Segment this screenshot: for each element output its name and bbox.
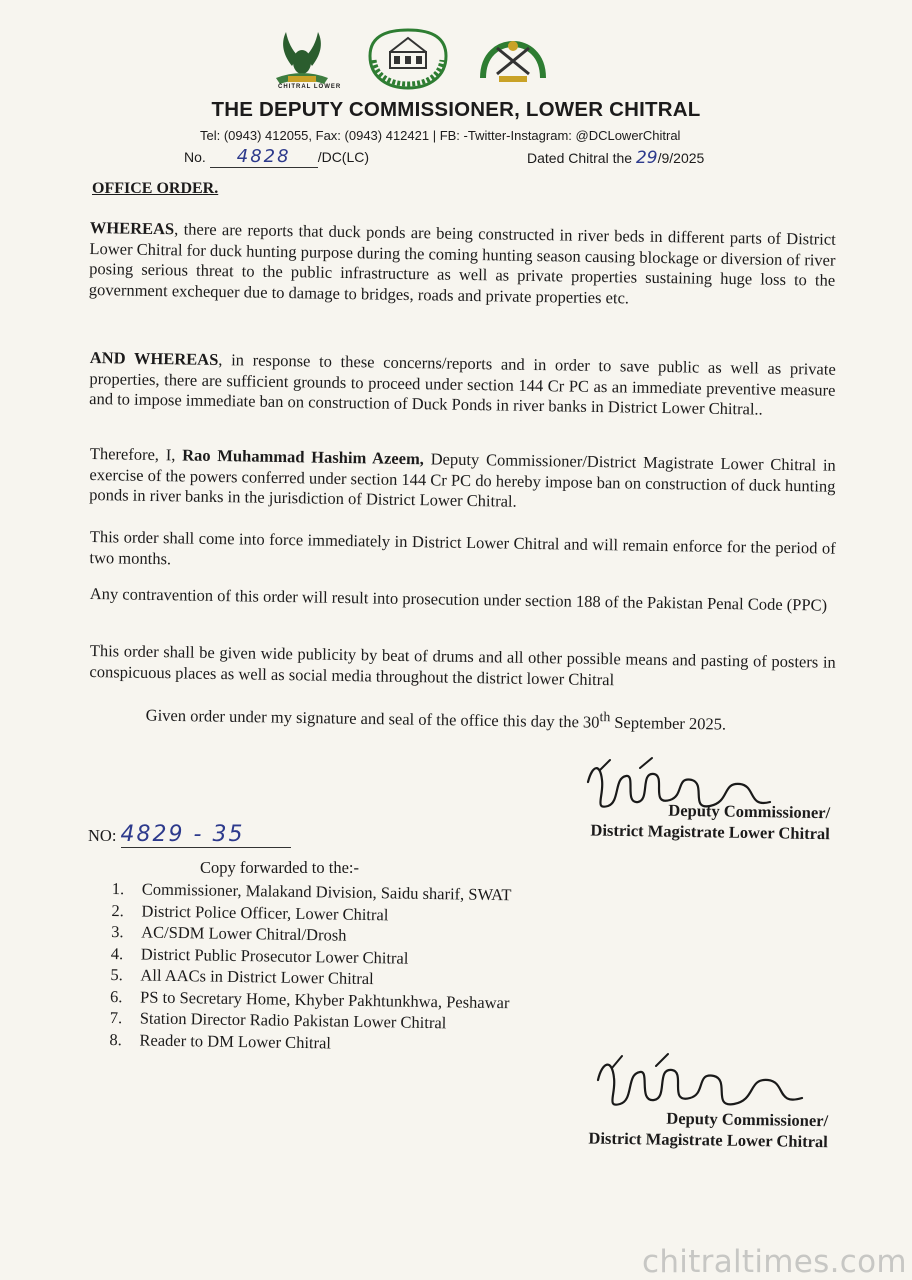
markhor-emblem-icon — [262, 26, 342, 92]
and-whereas-text: , in response to these concerns/reports and in order to save public as well as private properties, there are sufficient grounds to proceed under section 144 Cr PC as an immediate preventive measure and to impose immediate ban on construction of Duck Ponds in river banks in District Lower Chitral.. — [89, 350, 836, 419]
copy-forwarded-heading: Copy forwarded to the:- — [200, 858, 359, 877]
recipient-text: District Police Officer, Lower Chitral — [141, 900, 389, 924]
recipient-text: Reader to DM Lower Chitral — [139, 1029, 332, 1052]
recipient-text: Station Director Radio Pakistan Lower Chitral — [139, 1008, 447, 1033]
paragraph-whereas — [89, 218, 836, 312]
given-order-sup: th — [599, 709, 611, 725]
date-day-handwritten: 29 — [635, 148, 658, 168]
paragraph-given-order — [146, 700, 846, 737]
order-title: OFFICE ORDER. — [92, 180, 219, 197]
magistrate-name: Rao Muhammad Hashim Azeem, — [182, 445, 425, 469]
list-item: 3. AC/SDM Lower Chitral/Drosh — [111, 921, 347, 945]
paragraph-enforcement: This order shall come into force immediately in District Lower Chitral and will remain enforce for the period of two months. — [89, 527, 836, 568]
whereas-lead: WHEREAS — [89, 218, 175, 239]
list-item: 7. Station Director Radio Pakistan Lower Chitral — [109, 1007, 447, 1033]
office-title: THE DEPUTY COMMISSIONER, LOWER CHITRAL — [211, 98, 701, 121]
list-item: 1. Commissioner, Malakand Division, Saidu sharif, SWAT — [111, 878, 512, 905]
signatory-block-bottom — [546, 1106, 829, 1152]
paragraph-publicity: This order shall be given wide publicity by beat of drums and all other possible means and pasting of posters in conspicuous places as well as social media throughout the district lower Chitral — [89, 641, 836, 689]
endorsement-number — [88, 822, 291, 848]
therefore-text: Deputy Commissioner/District Magistrate Lower Chitral in exercise of the powers conferred under section 144 Cr PC do hereby impose ban on construction of duck hunting ponds in river banks in the jurisdiction of District Lower Chitral. — [89, 449, 836, 511]
list-item: 4. District Public Prosecutor Lower Chitral — [110, 943, 409, 968]
ref-number-handwritten: 4828 — [210, 146, 318, 168]
paragraph-contravention: Any contravention of this order will result into prosecution under section 188 of the Pakistan Penal Code (PPC) — [89, 584, 828, 615]
therefore-pre: Therefore, I, — [89, 444, 183, 465]
list-item: 8. Reader to DM Lower Chitral — [109, 1029, 332, 1052]
recipient-text: District Public Prosecutor Lower Chitral — [140, 943, 409, 968]
dated-line — [527, 148, 704, 168]
ref-suffix: /DC(LC) — [317, 149, 370, 165]
date-prefix: Dated Chitral the — [527, 150, 633, 166]
district-seal-icon — [360, 26, 456, 92]
recipient-list — [109, 878, 511, 1056]
signatory-designation: Deputy Commissioner/ — [666, 1108, 829, 1131]
site-watermark: chitraltimes.com — [642, 1244, 907, 1280]
paragraph-and-whereas — [89, 348, 836, 421]
recipient-text: PS to Secretary Home, Khyber Pakhtunkhwa, Peshawar — [139, 986, 510, 1012]
reference-number — [184, 146, 369, 168]
whereas-text: , there are reports that duck ponds are being constructed in river beds in different parts of District Lower Chitral for duck hunting purpose during the coming hunting season causing blockage or diversion of river posing serious threat to the public infrastructure as well as private properties sustaining huge loss to the government exchequer due to damage to bridges, roads and private properties etc. — [88, 219, 836, 307]
signatory-block-top — [550, 798, 831, 844]
given-order-pre: Given order under my signature and seal of the office this day the 30 — [145, 705, 600, 732]
recipient-text: Commissioner, Malakand Division, Saidu sharif, SWAT — [141, 879, 512, 905]
list-item: 2. District Police Officer, Lower Chitral — [111, 900, 389, 924]
given-order-post: September 2025. — [610, 712, 727, 734]
signatory-designation: Deputy Commissioner/ — [668, 800, 831, 823]
recipient-text: AC/SDM Lower Chitral/Drosh — [141, 922, 347, 945]
endorsement-no-handwritten: 4829 - 35 — [121, 822, 291, 848]
logo-caption: CHITRAL LOWER — [278, 84, 342, 90]
list-item: 5. All AACs in District Lower Chitral — [110, 964, 374, 989]
recipient-text: All AACs in District Lower Chitral — [140, 965, 374, 989]
crossed-swords-emblem-icon — [475, 34, 551, 90]
list-item: 6. PS to Secretary Home, Khyber Pakhtunkhwa, Peshawar — [109, 986, 510, 1012]
and-whereas-lead: AND WHEREAS — [89, 348, 219, 370]
paragraph-therefore — [89, 444, 836, 517]
ref-prefix: No. — [184, 149, 206, 165]
signatory-office: District Magistrate Lower Chitral — [588, 1128, 828, 1152]
date-suffix: /9/2025 — [657, 150, 705, 166]
header-logos — [250, 26, 570, 96]
signatory-office: District Magistrate Lower Chitral — [590, 820, 830, 844]
contact-line: Tel: (0943) 412055, Fax: (0943) 412421 | FB: -Twitter-Instagram: @DCLowerChitral — [200, 128, 681, 143]
endorsement-no-label: NO: — [88, 826, 117, 845]
